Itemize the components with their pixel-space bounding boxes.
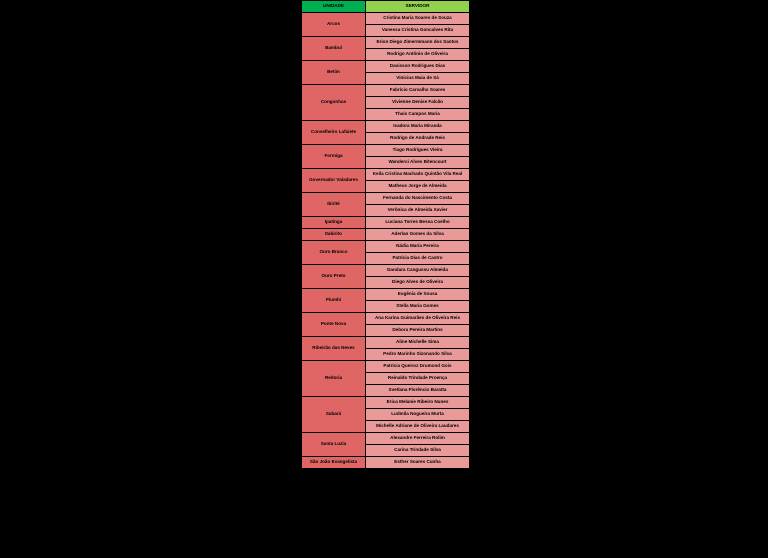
servidor-cell: Debora Pereira Martins bbox=[366, 325, 470, 337]
unidade-cell: Ribeirão das Neves bbox=[302, 337, 366, 361]
unidade-cell: Itabirito bbox=[302, 229, 366, 241]
servidores-table bbox=[301, 0, 470, 469]
unidade-cell: Congonhas bbox=[302, 85, 366, 121]
servidor-cell: Esther Soares Cunha bbox=[366, 457, 470, 469]
servidor-cell: Cristina Maria Soares de Souza bbox=[366, 13, 470, 25]
servidor-cell: Dandara Cangussu Almeida bbox=[366, 265, 470, 277]
table-row bbox=[302, 169, 470, 181]
unidade-cell: Governador Valadares bbox=[302, 169, 366, 193]
column-header-unidade: UNIDADE bbox=[302, 1, 366, 13]
unidade-cell: Betim bbox=[302, 61, 366, 85]
table-row bbox=[302, 361, 470, 373]
table-row bbox=[302, 217, 470, 229]
unidade-cell: Ibirité bbox=[302, 193, 366, 217]
table-row bbox=[302, 241, 470, 253]
servidor-cell: Wanderci Alves Bitencourt bbox=[366, 157, 470, 169]
table-header-row bbox=[302, 1, 470, 13]
servidor-cell: Nádia Maria Pereira bbox=[366, 241, 470, 253]
servidor-cell: Aderlan Gomes da Silva bbox=[366, 229, 470, 241]
table-row bbox=[302, 337, 470, 349]
unidade-cell: Piumhi bbox=[302, 289, 366, 313]
servidor-cell: Vivienne Denise Falcão bbox=[366, 97, 470, 109]
servidor-cell: Ludmila Nogueira Murta bbox=[366, 409, 470, 421]
servidor-cell: Carina Trindade Silva bbox=[366, 445, 470, 457]
unidade-cell: São João Evangelista bbox=[302, 457, 366, 469]
table-row bbox=[302, 265, 470, 277]
servidor-cell: Erion Diego Zimermmann dos Santos bbox=[366, 37, 470, 49]
unidade-cell: Bambuí bbox=[302, 37, 366, 61]
table-row bbox=[302, 145, 470, 157]
unidade-cell: Conselheiro Lafaiete bbox=[302, 121, 366, 145]
servidor-cell: Isadora Maria Miranda bbox=[366, 121, 470, 133]
servidor-cell: Verônica de Almeida Xavier bbox=[366, 205, 470, 217]
table-row bbox=[302, 85, 470, 97]
table-row bbox=[302, 397, 470, 409]
servidor-cell: Erica Melanie Ribeiro Nunes bbox=[366, 397, 470, 409]
unidade-cell: Ipatinga bbox=[302, 217, 366, 229]
servidor-cell: Stella Maria Gomes bbox=[366, 301, 470, 313]
unidade-cell: Ouro Branco bbox=[302, 241, 366, 265]
servidor-cell: Reinaldo Trindade Proença bbox=[366, 373, 470, 385]
servidor-cell: Alexandre Ferreira Rolim bbox=[366, 433, 470, 445]
unidade-cell: Ouro Preto bbox=[302, 265, 366, 289]
servidores-table-container bbox=[301, 0, 468, 469]
servidor-cell: Aline Michelle Sima bbox=[366, 337, 470, 349]
table-row bbox=[302, 61, 470, 73]
servidor-cell: Patrícia Dias de Castro bbox=[366, 253, 470, 265]
unidade-cell: Reitoria bbox=[302, 361, 366, 397]
servidor-cell: Rodrigo de Andrade Reis bbox=[366, 133, 470, 145]
servidor-cell: Ana Karina Guimarães de Oliveira Reis bbox=[366, 313, 470, 325]
table-row bbox=[302, 289, 470, 301]
servidor-cell: Thaís Campos Maria bbox=[366, 109, 470, 121]
servidor-cell: Keila Cristina Machado Quintão Vila Real bbox=[366, 169, 470, 181]
servidor-cell: Fernanda do Nascimento Costa bbox=[366, 193, 470, 205]
servidor-cell: Luciana Torres Bessa Coelho bbox=[366, 217, 470, 229]
servidor-cell: Svetlana Florêncio Baratta bbox=[366, 385, 470, 397]
unidade-cell: Arcos bbox=[302, 13, 366, 37]
unidade-cell: Formiga bbox=[302, 145, 366, 169]
unidade-cell: Santa Luzia bbox=[302, 433, 366, 457]
servidor-cell: Diego Alves de Oliveira bbox=[366, 277, 470, 289]
unidade-cell: Sabará bbox=[302, 397, 366, 433]
servidor-cell: Patrícia Queiroz Drumond Gois bbox=[366, 361, 470, 373]
servidor-cell: Rodrigo Antônio de Oliveira bbox=[366, 49, 470, 61]
table-row bbox=[302, 433, 470, 445]
table-body bbox=[302, 13, 470, 469]
servidor-cell: Pedro Marinho Sizonando Silva bbox=[366, 349, 470, 361]
servidor-cell: Davisson Rodrigues Dias bbox=[366, 61, 470, 73]
table-row bbox=[302, 229, 470, 241]
table-row bbox=[302, 13, 470, 25]
column-header-servidor: SERVIDOR bbox=[366, 1, 470, 13]
table-row bbox=[302, 457, 470, 469]
unidade-cell: Ponte Nova bbox=[302, 313, 366, 337]
servidor-cell: Eugênia de Sousa bbox=[366, 289, 470, 301]
table-row bbox=[302, 193, 470, 205]
servidor-cell: Matheus Jorge de Almeida bbox=[366, 181, 470, 193]
table-header bbox=[302, 1, 470, 13]
table-row bbox=[302, 121, 470, 133]
table-row bbox=[302, 37, 470, 49]
servidor-cell: Vanessa Cristina Goncalves Rita bbox=[366, 25, 470, 37]
table-row bbox=[302, 313, 470, 325]
servidor-cell: Tiago Rodrigues Vieira bbox=[366, 145, 470, 157]
servidor-cell: Vinicius Maia de Sá bbox=[366, 73, 470, 85]
servidor-cell: Fabrício Carvalho Soares bbox=[366, 85, 470, 97]
servidor-cell: Michelle Adriane de Oliveira Laudares bbox=[366, 421, 470, 433]
